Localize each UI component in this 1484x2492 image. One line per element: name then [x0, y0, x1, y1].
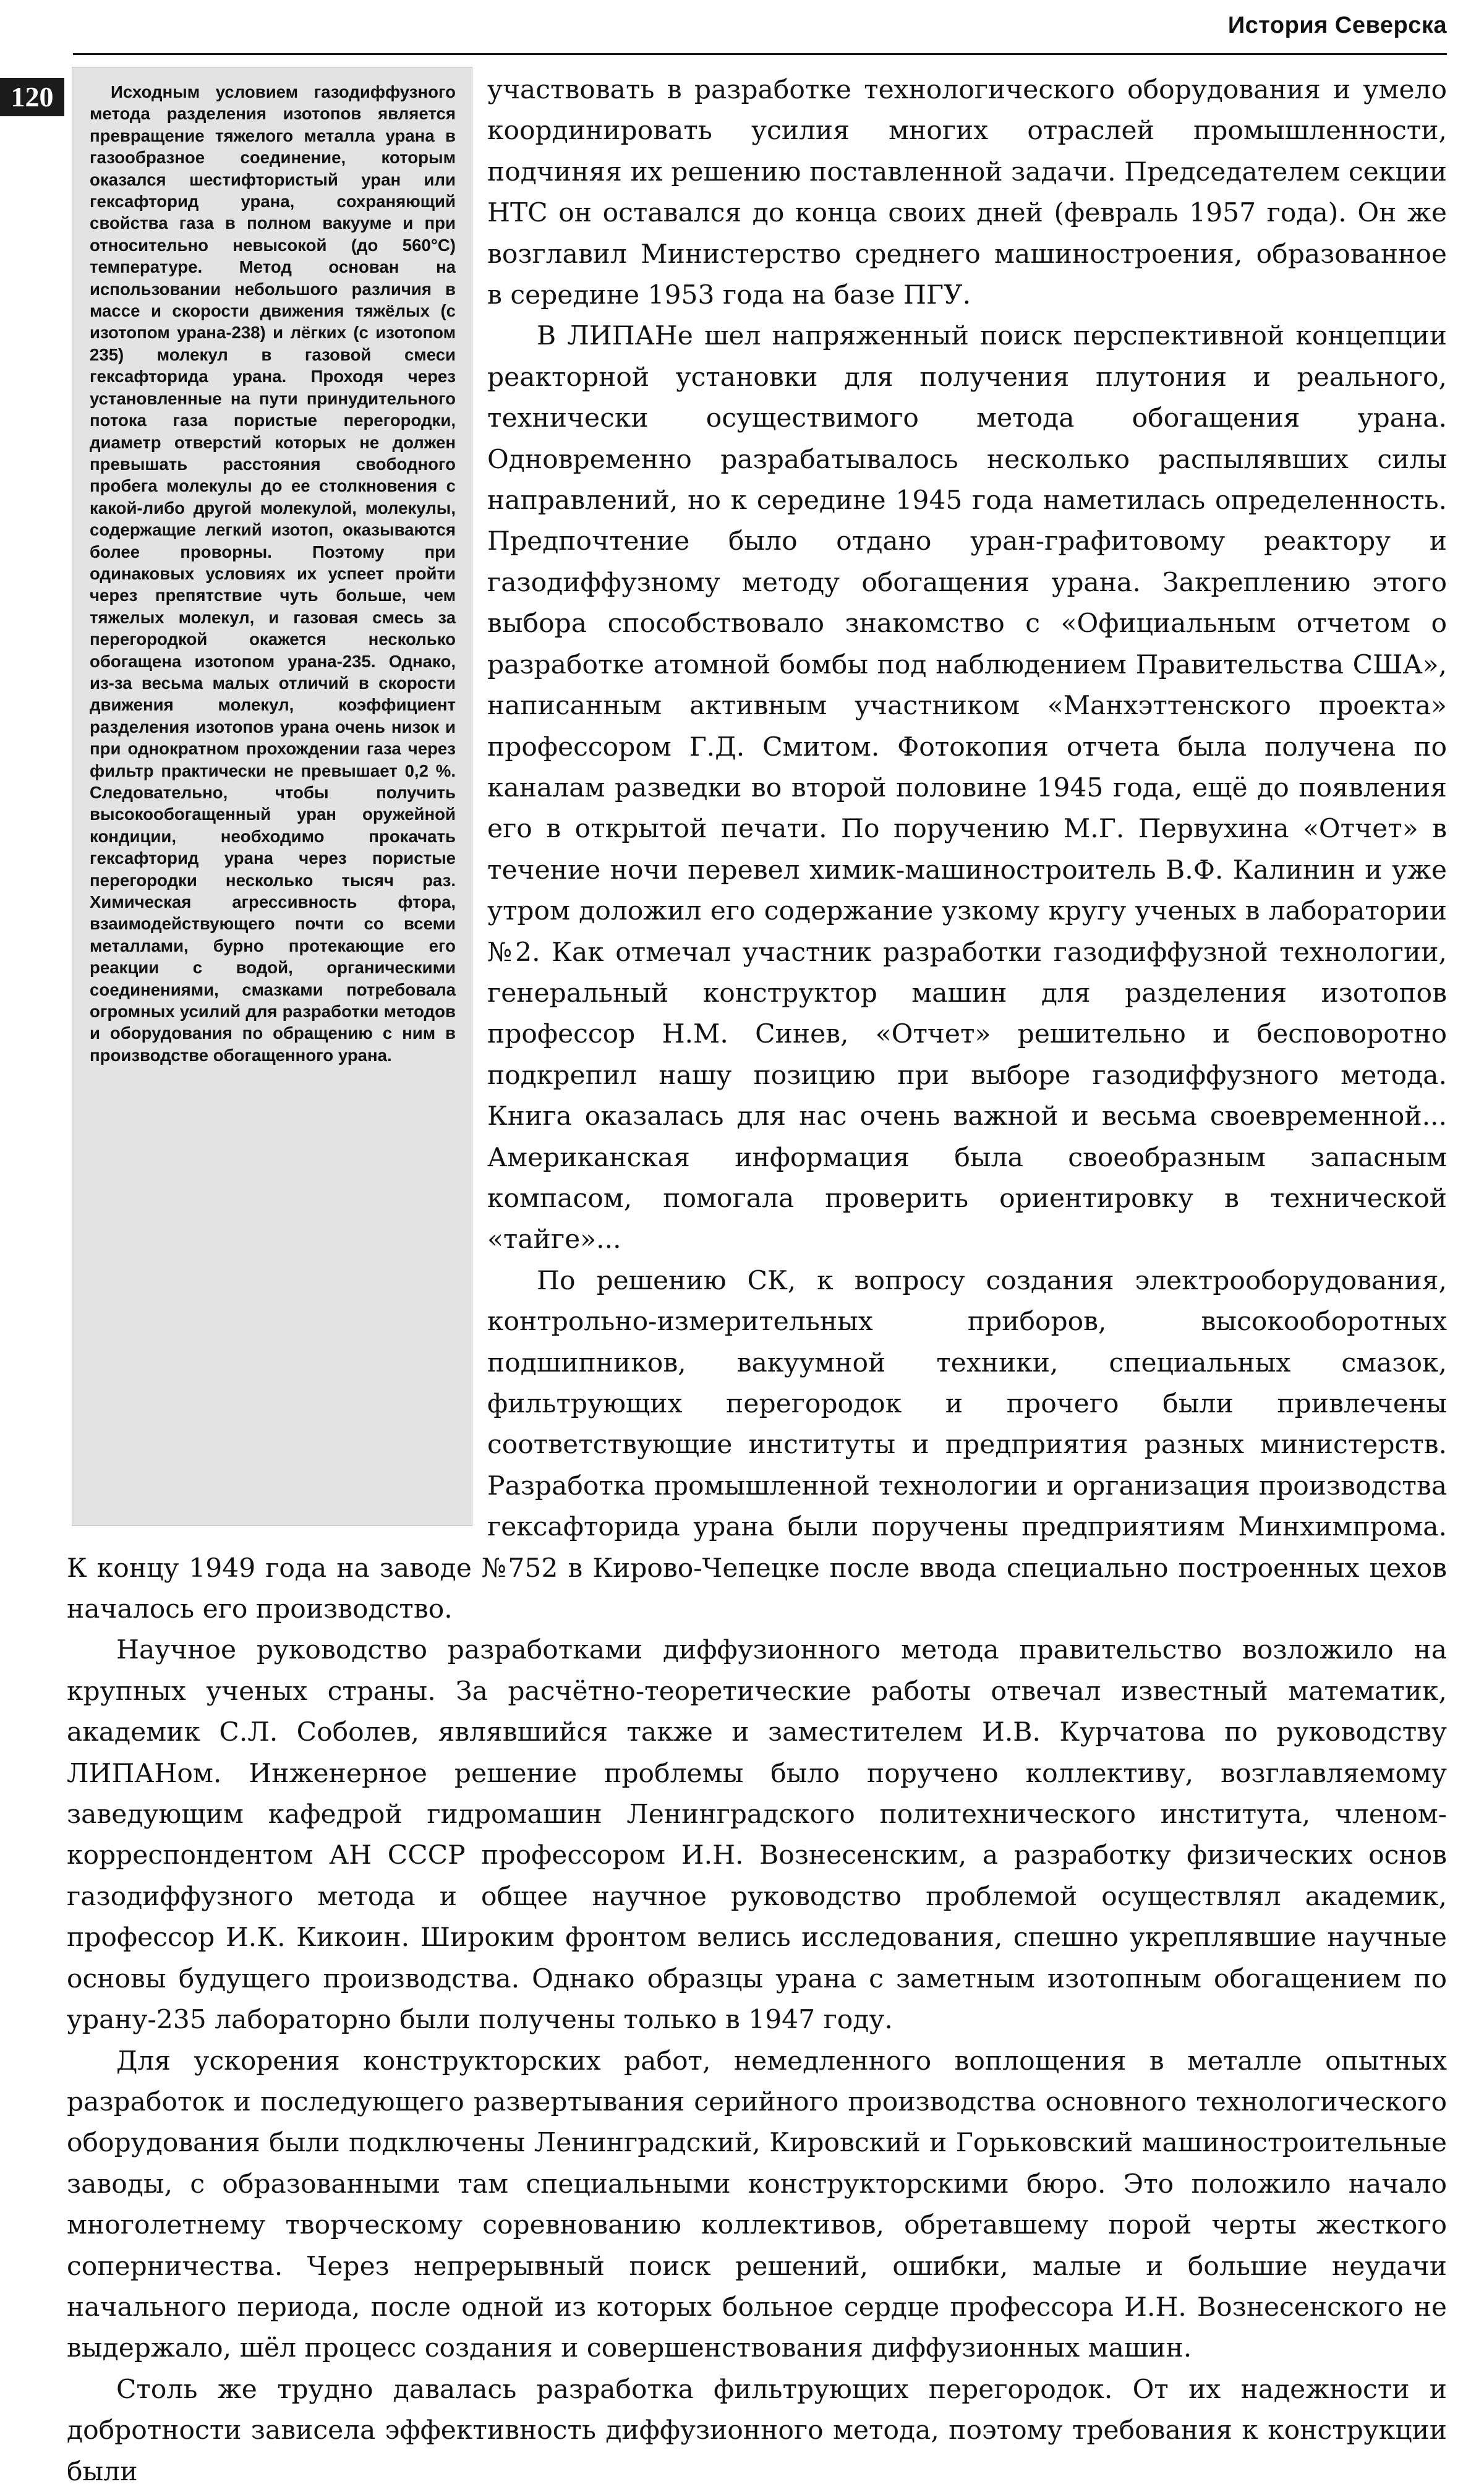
body-paragraph-6: Столь же трудно давалась разработка фильтрующих перегородок. От их надежности и добротности зависела эффективность диффузионного метода, поэтому требования к конструкции были [67, 2373, 1447, 2486]
header-rule [73, 53, 1447, 55]
body-paragraph-4: Научное руководство разработками диффузионного метода правительство возложило на крупных ученых страны. За расчётно-теоретические работы отвечал известный математик, академик С.Л. Соболев, являвшийся также и заместителем И.В. Курчатова по руководству ЛИПАНом. Инженерное решение проблемы было поручено коллективу, возглавляемому заведующим кафедрой гидромашин Ленинградского политехнического института, членом-корреспондентом АН СССР профессором И.Н. Вознесенским, а разработку физических основ газодиффузного метода и общее научное руководство проблемой осуществлял академик, профессор И.К. Кикоин. Широким фронтом велись исследования, спешно укреплявшие научные основы будущего производства. Однако образцы урана с заметным изотопным обогащением по урану-235 лабораторно были получены только в 1947 году. [67, 1634, 1447, 2035]
body-paragraph-2: В ЛИПАНе шел напряженный поиск перспективной концепции реакторной установки для получения плутония и реального, технически осуществимого метода обогащения урана. Одновременно разрабатывалось несколько распылявших силы направлений, но к середине 1945 года наметилась определенность. Предпочтение было отдано уран-графитовому реактору и газодиффузному методу обогащения урана. Закреплению этого выбора способствовало знакомство с «Официальным отчетом о разработке атомной бомбы под наблюдением Правительства США», написанным активным участником «Манхэттенского проекта» профессором Г.Д. Смитом. Фотокопия отчета была получена по каналам разведки во второй половине 1945 года, ещё до появления его в открытой печати. По поручению М.Г. Первухина «Отчет» в течение ночи перевел химик-машиностроитель В.Ф. Калинин и уже утром доложил его содержание узкому кругу ученых в лаборатории №2. Как отмечал участник разработки газодиффузной технологии, генеральный конструктор машин для разделения изотопов профессор Н.М. Синев, «Отчет» решительно и бесповоротно подкрепил нашу позицию при выборе газодиффузного метода. Книга оказалась для нас очень важной и весьма своевременной... Американская информация была своеобразным запасным компасом, помогала проверить ориентировку в технической «тайге»... [487, 320, 1447, 1255]
sidebar-spacer [67, 69, 487, 1529]
body-paragraph-1: участвовать в разработке технологического оборудования и умело координировать усилия многих отраслей промышленности, подчиняя их решению поставленной задачи. Председателем секции НТС он оставался до конца своих дней (февраль 1957 года). Он же возглавил Министерство среднего машиностроения, образованное в середине 1953 года на базе ПГУ. [487, 74, 1447, 310]
body-paragraph-3: По решению СК, к вопросу создания электрооборудования, контрольно-измерительных приборов, высокооборотных подшипников, вакуумной техники, специальных смазок, фильтрующих перегородок и прочего были привлечены соответствующие институты и предприятия разных министерств. Разработка промышленной технологии и организация производства гексафторида урана были поручены предприятиям Минхимпрома. К концу 1949 года на заводе №752 в Кирово-Чепецке после ввода специально построенных цехов началось его производство. [67, 1265, 1447, 1624]
page-number: 120 [0, 78, 64, 116]
body-paragraph-5: Для ускорения конструкторских работ, немедленного воплощения в металле опытных разработок и последующего развертывания серийного производства основного технологического оборудования были подключены Ленинградский, Кировский и Горьковский машиностроительные заводы, с образованными там специальными конструкторскими бюро. Это положило начало многолетнему творческому соревнованию коллективов, обретавшему порой черты жесткого соперничества. Через непрерывный поиск решений, ошибки, малые и большие неудачи начального периода, после одной из которых больное сердце профессора И.Н. Вознесенского не выдержало, шёл процесс создания и совершенствования диффузионных машин. [67, 2045, 1447, 2363]
sidebar-paragraph: Исходным условием газодиффузного метода разделения изотопов является превращение тяжелого металла урана в газообразное соединение, которым оказался шестифтористый уран или гексафторид урана, сохраняющий свойства газа в полном вакууме и при относительно невысокой (до 560°С) температуре. Метод основан на использовании небольшого различия в массе и скорости движения тяжёлых (с изотопом урана-238) и лёгких (с изотопом 235) молекул в газовой смеси гексафторида урана. Проходя через установленные на пути принудительного потока газа пористые перегородки, диаметр отверстий которых не должен превышать расстояния свободного пробега молекулы до ее столкновения с какой-либо другой молекулой, молекулы, содержащие легкий изотоп, оказываются более проворны. Поэтому при одинаковых условиях их успеет пройти через препятствие чуть больше, чем тяжелых молекул, и газовая смесь за перегородкой окажется несколько обогащена изотопом урана-235. Однако, из-за весьма малых отличий в скорости движения молекул, коэффициент разделения изотопов урана очень низок и при однократном прохождении газа через фильтр практически не превышает 0,2 %. Следовательно, чтобы получить высокообогащенный уран оружейной кондиции, необходимо прокачать гексафторид урана через пористые перегородки несколько тысяч раз. Химическая агрессивность фтора, взаимодействующего почти со всеми металлами, бурно протекающие его реакции с водой, органическими соединениями, смазками потребовала огромных усилий для разработки методов и оборудования по обращению с ним в производстве обогащенного урана. [90, 82, 456, 1065]
main-text [67, 69, 1447, 2492]
running-title: История Северска [1227, 12, 1447, 38]
